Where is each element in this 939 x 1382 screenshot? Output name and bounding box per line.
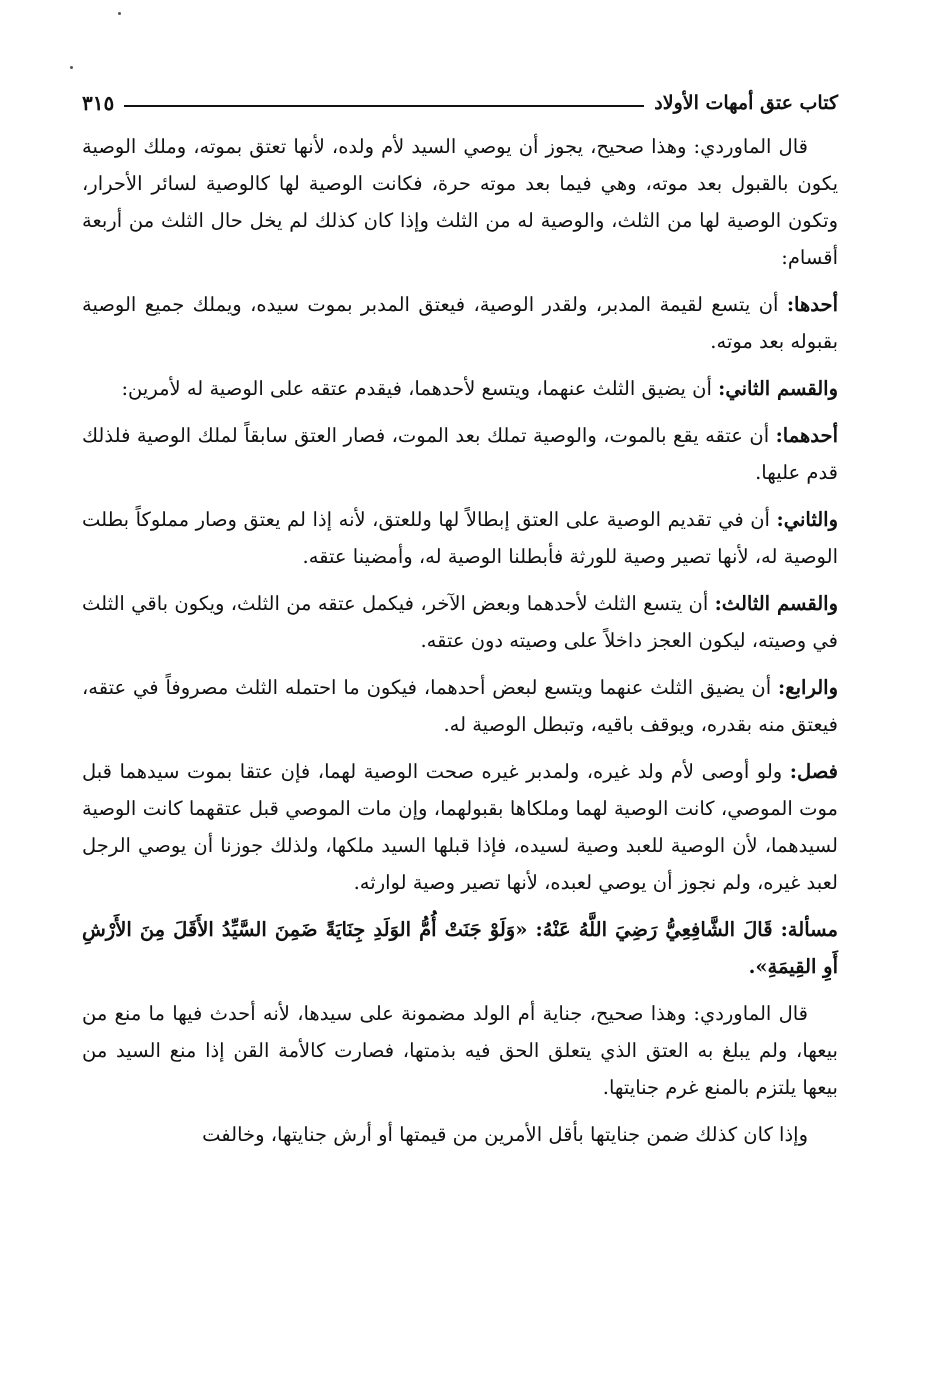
paragraph-lead: والثاني: bbox=[776, 508, 838, 531]
paragraph bbox=[82, 128, 838, 276]
paragraph bbox=[82, 669, 838, 743]
paragraph bbox=[82, 1116, 838, 1153]
quoted-text: قَالَ الشَّافِعِيُّ رَضِيَ اللَّهُ عَنْهُ: «وَلَوْ جَنَتْ أُمُّ الوَلَدِ جِنَايَةً ضَمِنَ السَّيِّدُ الأَقَلَ مِنَ الأَرْشِ أَوِ القِيمَةِ». bbox=[82, 918, 838, 978]
paragraph bbox=[82, 753, 838, 901]
paragraph-lead: والقسم الثالث: bbox=[714, 592, 839, 615]
running-title: كتاب عتق أمهات الأولاد bbox=[654, 92, 838, 114]
paragraph-lead: أحدهما: bbox=[775, 424, 838, 447]
paragraph-text: أن عتقه يقع بالموت، والوصية تملك بعد الموت، فصار العتق سابقاً لملك الوصية فلذلك قدم عليها. bbox=[82, 424, 838, 484]
paragraph-lead: مسألة: bbox=[780, 918, 838, 941]
paragraph-lead: أحدها: bbox=[786, 293, 838, 316]
paragraph-lead: والرابع: bbox=[778, 676, 838, 699]
paragraph bbox=[82, 995, 838, 1106]
paragraph-text: أن يتسع لقيمة المدبر، ولقدر الوصية، فيعتق المدبر بموت سيده، ويملك جميع الوصية بقبوله بعد موته. bbox=[82, 293, 838, 353]
paragraph-text: ولو أوصى لأم ولد غيره، ولمدبر غيره صحت الوصية لهما، فإن عتقا بموت سيدهما قبل موت الموصي، كانت الوصية لهما وملكاها بقبولهما، وإن مات الموصي قبل عتقهما كانت الوصية لسيدهما، لأن الوصية للعبد وصية لسيده، فإذا قبلها السيد ملكها، ولذلك جوزنا أن يوصي الرجل لعبد غيره، ولم نجوز أن يوصي لعبده، لأنها تصير وصية لوارثه. bbox=[82, 760, 838, 894]
paragraph-lead: فصل: bbox=[789, 760, 838, 783]
scan-speck bbox=[70, 66, 73, 69]
running-header bbox=[82, 86, 838, 120]
header-rule bbox=[124, 105, 644, 107]
paragraph bbox=[82, 501, 838, 575]
paragraph-text: وإذا كان كذلك ضمن جنايتها بأقل الأمرين من قيمتها أو أرش جنايتها، وخالفت bbox=[202, 1123, 808, 1146]
paragraph-text: أن يضيق الثلث عنهما ويتسع لبعض أحدهما، فيكون ما احتمله الثلث مصروفاً في عتقه، فيعتق منه بقدره، ويوقف باقيه، وتبطل الوصية له. bbox=[82, 676, 838, 736]
book-page bbox=[82, 86, 838, 1163]
paragraph-text: قال الماوردي: وهذا صحيح، جناية أم الولد مضمونة على سيدها، لأنه أحدث فيها ما منع من بيعها، ولم يبلغ به العتق الذي يتعلق الحق فيه بذمتها، فصارت كالأمة القن إذا منع السيد من بيعها يلتزم بالمنع غرم جنايتها. bbox=[82, 1002, 838, 1099]
paragraph bbox=[82, 911, 838, 985]
paragraph-text: قال الماوردي: وهذا صحيح، يجوز أن يوصي السيد لأم ولده، لأنها تعتق بموته، وملك الوصية يكون بالقبول بعد موته، وهي فيما بعد موته حرة، فكانت الوصية لها كالوصية لسائر الأحرار، وتكون الوصية لها من الثلث، والوصية له من الثلث وإذا كان كذلك لم يخل حال الثلث من أربعة أقسام: bbox=[82, 135, 838, 269]
scan-speck bbox=[118, 12, 121, 15]
paragraph-text: أن يتسع الثلث لأحدهما وبعض الآخر، فيكمل عتقه من الثلث، ويكون باقي الثلث في وصيته، ليكون العجز داخلاً على وصيته دون عتقه. bbox=[82, 592, 838, 652]
paragraph bbox=[82, 585, 838, 659]
paragraph bbox=[82, 286, 838, 360]
paragraph bbox=[82, 417, 838, 491]
page-number: ٣١٥ bbox=[82, 91, 115, 115]
paragraph-text: أن في تقديم الوصية على العتق إبطالاً لها وللعتق، لأنه إذا لم يعتق وصار مملوكاً بطلت الوصية له، لأنها تصير وصية للورثة فأبطلنا الوصية له، وأمضينا عتقه. bbox=[82, 508, 838, 568]
paragraph bbox=[82, 370, 838, 407]
paragraph-text: أن يضيق الثلث عنهما، ويتسع لأحدهما، فيقدم عتقه على الوصية له لأمرين: bbox=[121, 377, 719, 400]
paragraph-lead: والقسم الثاني: bbox=[718, 377, 838, 400]
